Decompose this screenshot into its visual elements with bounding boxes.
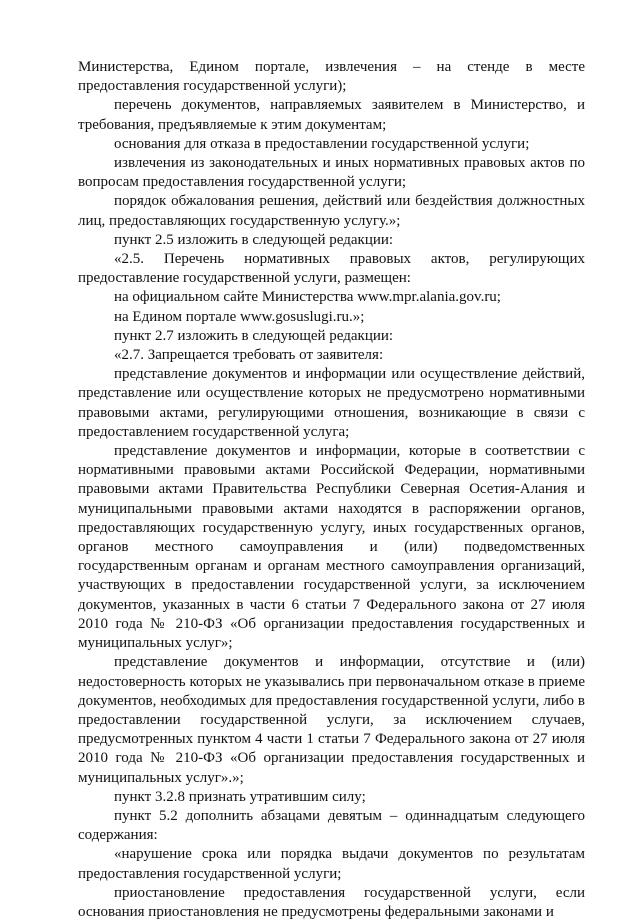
paragraph-continuation: Министерства, Едином портале, извлечения – на стенде в месте предоставления государственной услуги); — [78, 59, 585, 95]
paragraph-clause-3-2-8: пункт 3.2.8 признать утратившим силу; — [114, 788, 366, 805]
paragraph-clause-2-7: «2.7. Запрещается требовать от заявителя: — [114, 347, 384, 364]
paragraph-appeal-procedure: порядок обжалования решения, действий или бездействия должностных лиц, предоставляющих государственную услугу.»; — [78, 193, 585, 229]
paragraph-prohibition-2: представление документов и информации, которые в соответствии с нормативными правовыми актами Российской Федерации, нормативными правовыми актами Правительства Республики Северная Осетия-Алания и муниципальными правовыми актами находятся в распоряжении органов, предоставляющих государственную услугу, иных государственных органов, органов местного самоуправления и (или) подведомственных государственным органам и органам местного самоуправления организаций, участвующих в предоставлении государственной услуги, за исключением документов, указанных в части 6 статьи 7 Федерального закона от 27 июля 2010 года № 210-ФЗ «Об организации предоставления государственных и муниципальных услуг»; — [78, 443, 585, 652]
paragraph-clause-2-5-intro: пункт 2.5 изложить в следующей редакции: — [114, 231, 394, 248]
paragraph-unified-portal: на Едином портале www.gosuslugi.ru.»; — [114, 308, 365, 325]
paragraph-documents-list: перечень документов, направляемых заявителем в Министерство, и требования, предъявляемые к этим документам; — [78, 97, 585, 133]
document-page — [78, 58, 585, 922]
paragraph-legal-extracts: извлечения из законодательных и иных нормативных правовых актов по вопросам предоставления государственной услуги; — [78, 155, 585, 191]
paragraph-official-site: на официальном сайте Министерства www.mpr.alania.gov.ru; — [114, 289, 501, 306]
paragraph-refusal-grounds: основания для отказа в предоставлении государственной услуги; — [114, 135, 530, 152]
paragraph-prohibition-1: представление документов и информации или осуществление действий, представление или осуществление которых не предусмотрено нормативными правовыми актами, регулирующими отношения, возникающие в связи с предоставлением государственной услуга; — [78, 366, 585, 440]
paragraph-prohibition-3: представление документов и информации, отсутствие и (или) недостоверность которых не указывались при первоначальном отказе в приеме документов, необходимых для предоставления государственной услуги, либо в предоставлении государственной услуги, за исключением случаев, предусмотренных пунктом 4 части 1 статьи 7 Федерального закона от 27 июля 2010 года № 210-ФЗ «Об организации предоставления государственных и муниципальных услуг».»; — [78, 654, 585, 786]
paragraph-clause-2-7-intro: пункт 2.7 изложить в следующей редакции: — [114, 327, 394, 344]
paragraph-clause-2-5: «2.5. Перечень нормативных правовых актов, регулирующих предоставление государственной услуги, размещен: — [78, 251, 585, 287]
paragraph-suspension: приостановление предоставления государственной услуги, если основания приостановления не предусмотрены федеральными законами и — [78, 884, 585, 920]
paragraph-clause-5-2-intro: пункт 5.2 дополнить абзацами девятым – одиннадцатым следующего содержания: — [78, 807, 585, 844]
paragraph-violation-deadline: «нарушение срока или порядка выдачи документов по результатам предоставления государственной услуги; — [78, 846, 585, 882]
